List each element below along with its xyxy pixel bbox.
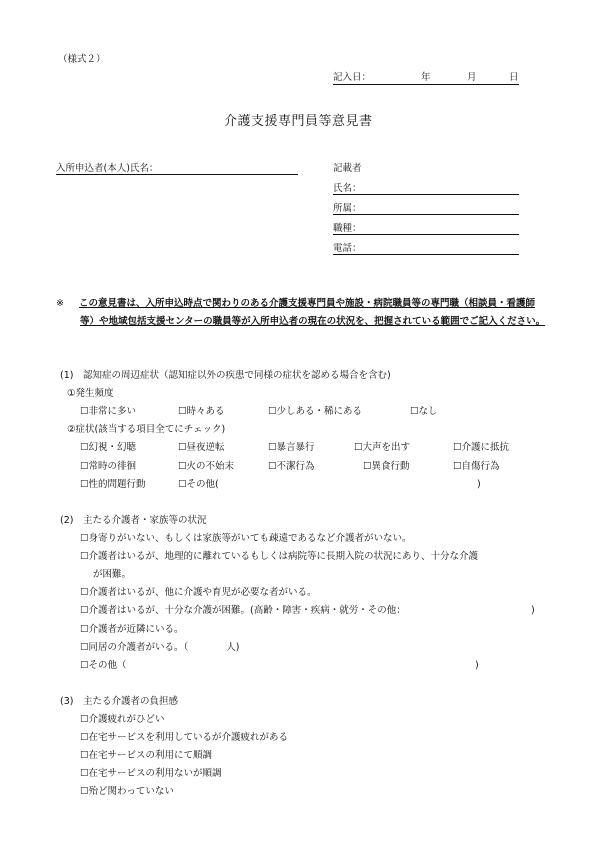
burden-barely-involved[interactable]: ☐殆ど関わっていない xyxy=(80,786,174,797)
frequency-heading: ①発生頻度 xyxy=(67,388,114,399)
caregiver-insufficient[interactable]: ☐介護者はいるが、十分な介護が困難。(高齢・障害・疾病・就労・その他： xyxy=(80,605,406,616)
writer-phone-field[interactable] xyxy=(333,254,519,255)
notice xyxy=(56,295,546,331)
writer-name-field[interactable] xyxy=(333,194,519,195)
writer-affiliation-label: 所属： xyxy=(333,203,362,214)
freq-option-sometimes[interactable]: ☐時々ある xyxy=(178,406,225,417)
page-title: 介護支援専門員等意見書 xyxy=(224,114,373,129)
symptom-heading: ②症状(該当する項目全てにチェック) xyxy=(67,424,226,435)
symptom-sexual-problem[interactable]: ☐性的問題行動 xyxy=(80,479,146,490)
section1-title: (1) 認知症の周辺症状（認知症以外の疾患で同様の症状を認める場合を含む) xyxy=(60,370,391,381)
writer-job-field[interactable] xyxy=(333,234,519,235)
applicant-label: 入所申込者(本人)氏名： xyxy=(56,163,159,174)
symptom-verbal-physical-abuse[interactable]: ☐暴言暴行 xyxy=(268,442,315,453)
entry-date-underline[interactable] xyxy=(333,84,519,85)
writer-heading: 記載者 xyxy=(333,163,362,174)
symptom-care-resistance[interactable]: ☐介護に抵抗 xyxy=(453,442,510,453)
symptom-other-close: ) xyxy=(477,479,481,490)
burden-tired-with-services[interactable]: ☐在宅サービスを利用しているが介護疲れがある xyxy=(80,732,289,743)
writer-name-label: 氏名： xyxy=(333,183,362,194)
caregiver-nearby[interactable]: ☐介護者が近隣にいる。 xyxy=(80,624,184,635)
caregiver-distant[interactable]: ☐介護者はいるが、地理的に離れているもしくは病院等に長期入院の状況にあり、十分な介護 xyxy=(80,551,479,562)
section3-title: (3) 主たる介護者の負担感 xyxy=(60,696,178,707)
burden-severe[interactable]: ☐介護疲れがひどい xyxy=(80,714,165,725)
caregiver-other-close: ) xyxy=(475,660,479,671)
symptom-hallucination[interactable]: ☐幻視・幻聴 xyxy=(80,442,137,453)
caregiver-other-care[interactable]: ☐介護者はいるが、他に介護や育児が必要な者がいる。 xyxy=(80,587,317,598)
caregiver-insufficient-close: ) xyxy=(531,605,535,616)
applicant-name-field[interactable] xyxy=(56,174,298,175)
caregiver-none[interactable]: ☐身寄りがいない、もしくは家族等がいても疎遠であるなど介護者がいない。 xyxy=(80,533,412,544)
symptom-self-harm[interactable]: ☐自傷行為 xyxy=(453,461,500,472)
writer-job-label: 職種： xyxy=(333,223,362,234)
entry-date-label: 記入日： xyxy=(333,72,372,83)
writer-phone-label: 電話： xyxy=(333,243,362,254)
symptom-other[interactable]: ☐その他( xyxy=(178,479,219,490)
symptom-day-night-reversal[interactable]: ☐昼夜逆転 xyxy=(178,442,225,453)
symptom-shouting[interactable]: ☐大声を出す xyxy=(354,442,411,453)
freq-option-none[interactable]: ☐なし xyxy=(410,406,438,417)
caregiver-other[interactable]: ☐その他（ xyxy=(80,660,127,671)
entry-date-day: 日 xyxy=(509,72,519,83)
symptom-wandering[interactable]: ☐常時の徘徊 xyxy=(80,461,137,472)
notice-mark: ※ xyxy=(56,298,64,309)
freq-option-rarely[interactable]: ☐少しある・稀にある xyxy=(268,406,363,417)
caregiver-cohabiting[interactable]: ☐同居の介護者がいる。（ 人) xyxy=(80,642,240,653)
symptom-unhygienic[interactable]: ☐不潔行為 xyxy=(268,461,315,472)
section2-title: (2) 主たる介護者・家族等の状況 xyxy=(60,515,207,526)
symptom-pica[interactable]: ☐異食行動 xyxy=(363,461,410,472)
form-number: （様式２） xyxy=(58,54,106,65)
burden-ok-without-services[interactable]: ☐在宅サービスの利用ないが順調 xyxy=(80,768,222,779)
caregiver-distant-cont: が困難。 xyxy=(93,569,132,580)
notice-text: この意見書は、入所申込時点で関わりのある介護支援専門員や施設・病院職員等の専門職（相談員・看護師等）や地域包括支援センターの職員等が入所申込者の現在の状況を、把握されている範囲でご記入ください。 xyxy=(79,298,546,327)
entry-date-year: 年 xyxy=(421,72,431,83)
freq-option-very-often[interactable]: ☐非常に多い xyxy=(80,406,137,417)
burden-ok-with-services[interactable]: ☐在宅サービスの利用にて順調 xyxy=(80,750,213,761)
entry-date-month: 月 xyxy=(467,72,477,83)
symptom-fire-negligence[interactable]: ☐火の不始末 xyxy=(178,461,235,472)
writer-affiliation-field[interactable] xyxy=(333,214,519,215)
